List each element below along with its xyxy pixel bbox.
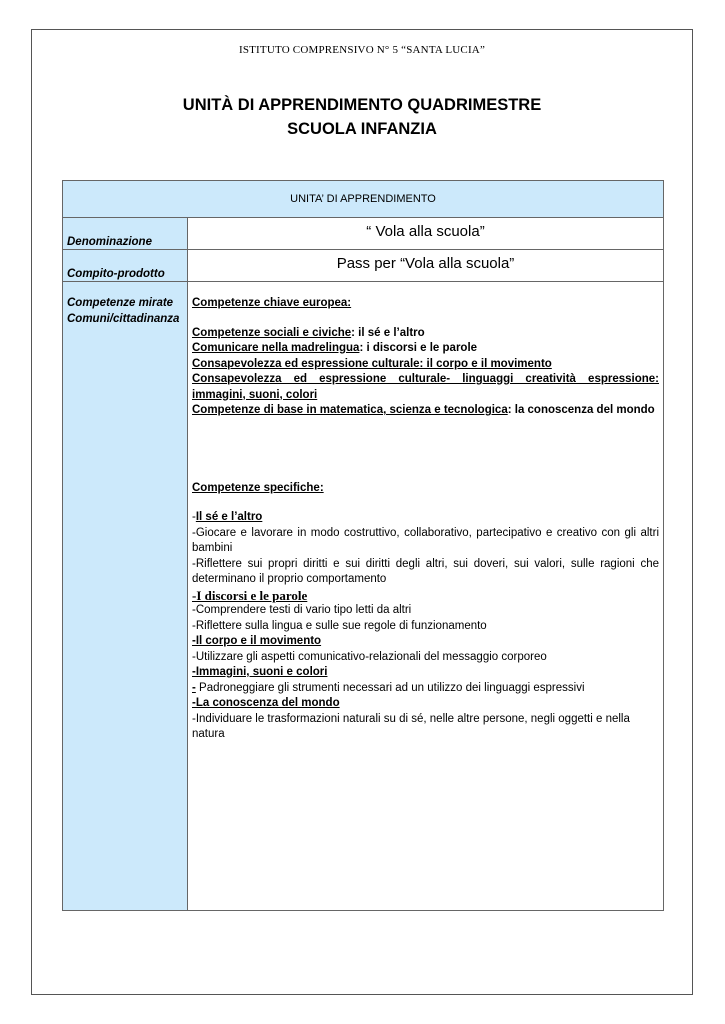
specifiche-heading-discorsi: -I discorsi e le parole bbox=[192, 587, 308, 603]
specifiche-title: Competenze specifiche: bbox=[192, 481, 324, 494]
label-competenze-line-1: Competenze mirate bbox=[67, 297, 174, 309]
chiave-item-3: Consapevolezza ed espressione culturale: il corpo e il movimento bbox=[192, 357, 552, 370]
chiave-item-2: Comunicare nella madrelingua: i discorsi e le parole bbox=[192, 342, 478, 354]
label-competenze-line-2: Comuni/cittadinanza bbox=[67, 312, 180, 325]
specifiche-item-4: -Riflettere sulla lingua e sulle sue regole di funzionamento bbox=[192, 619, 487, 632]
value-denominazione: “ Vola alla scuola” bbox=[188, 218, 664, 250]
chiave-title: Competenze chiave europea: bbox=[192, 297, 352, 309]
label-denominazione: Denominazione bbox=[63, 218, 188, 250]
chiave-item-1: Competenze sociali e civiche: il sé e l’altro bbox=[192, 326, 425, 339]
specifiche-heading-se-altro: -Il sé e l’altro bbox=[192, 511, 263, 523]
label-compito-prodotto: Compito-prodotto bbox=[63, 250, 188, 282]
specifiche-item-3: -Comprendere testi di vario tipo letti da altri bbox=[192, 604, 412, 616]
title-line-2: SCUOLA INFANZIA bbox=[287, 120, 437, 138]
specifiche-item-2: -Riflettere sui propri diritti e sui diritti degli altri, sui doveri, sui valori, sulle ragioni che determinano il proprio comportamento bbox=[192, 557, 660, 585]
chiave-item-5: Competenze di base in matematica, scienza e tecnologica: la conoscenza del mondo bbox=[192, 404, 655, 416]
table-heading: UNITA’ DI APPRENDIMENTO bbox=[63, 181, 664, 218]
specifiche-item-5: -Utilizzare gli aspetti comunicativo-relazionali del messaggio corporeo bbox=[192, 650, 547, 663]
specifiche-item-7: -Individuare le trasformazioni naturali su di sé, nelle altre persone, negli oggetti e nella natura bbox=[192, 712, 630, 740]
title-line-1: UNITÀ DI APPRENDIMENTO QUADRIMESTRE bbox=[182, 96, 542, 114]
specifiche-item-6: - Padroneggiare gli strumenti necessari ad un utilizzo dei linguaggi espressivi bbox=[192, 681, 585, 694]
specifiche-heading-mondo: -La conoscenza del mondo bbox=[192, 697, 340, 709]
specifiche-heading-immagini: -Immagini, suoni e colori bbox=[192, 666, 328, 678]
uda-table bbox=[62, 180, 664, 911]
chiave-item-4: Consapevolezza ed espressione culturale- linguaggi creatività espressione: immagini, suoni, colori bbox=[192, 373, 660, 401]
specifiche-item-1: -Giocare e lavorare in modo costruttivo, collaborativo, partecipativo e creativo con gli altri bambini bbox=[192, 526, 660, 554]
specifiche-heading-corpo: -Il corpo e il movimento bbox=[192, 635, 322, 647]
label-competenze bbox=[63, 282, 188, 911]
school-header: ISTITUTO COMPRENSIVO N° 5 “SANTA LUCIA” bbox=[238, 44, 486, 56]
value-compito-prodotto: Pass per “Vola alla scuola” bbox=[188, 250, 664, 282]
competenze-content bbox=[188, 282, 664, 911]
document-title bbox=[31, 93, 693, 141]
